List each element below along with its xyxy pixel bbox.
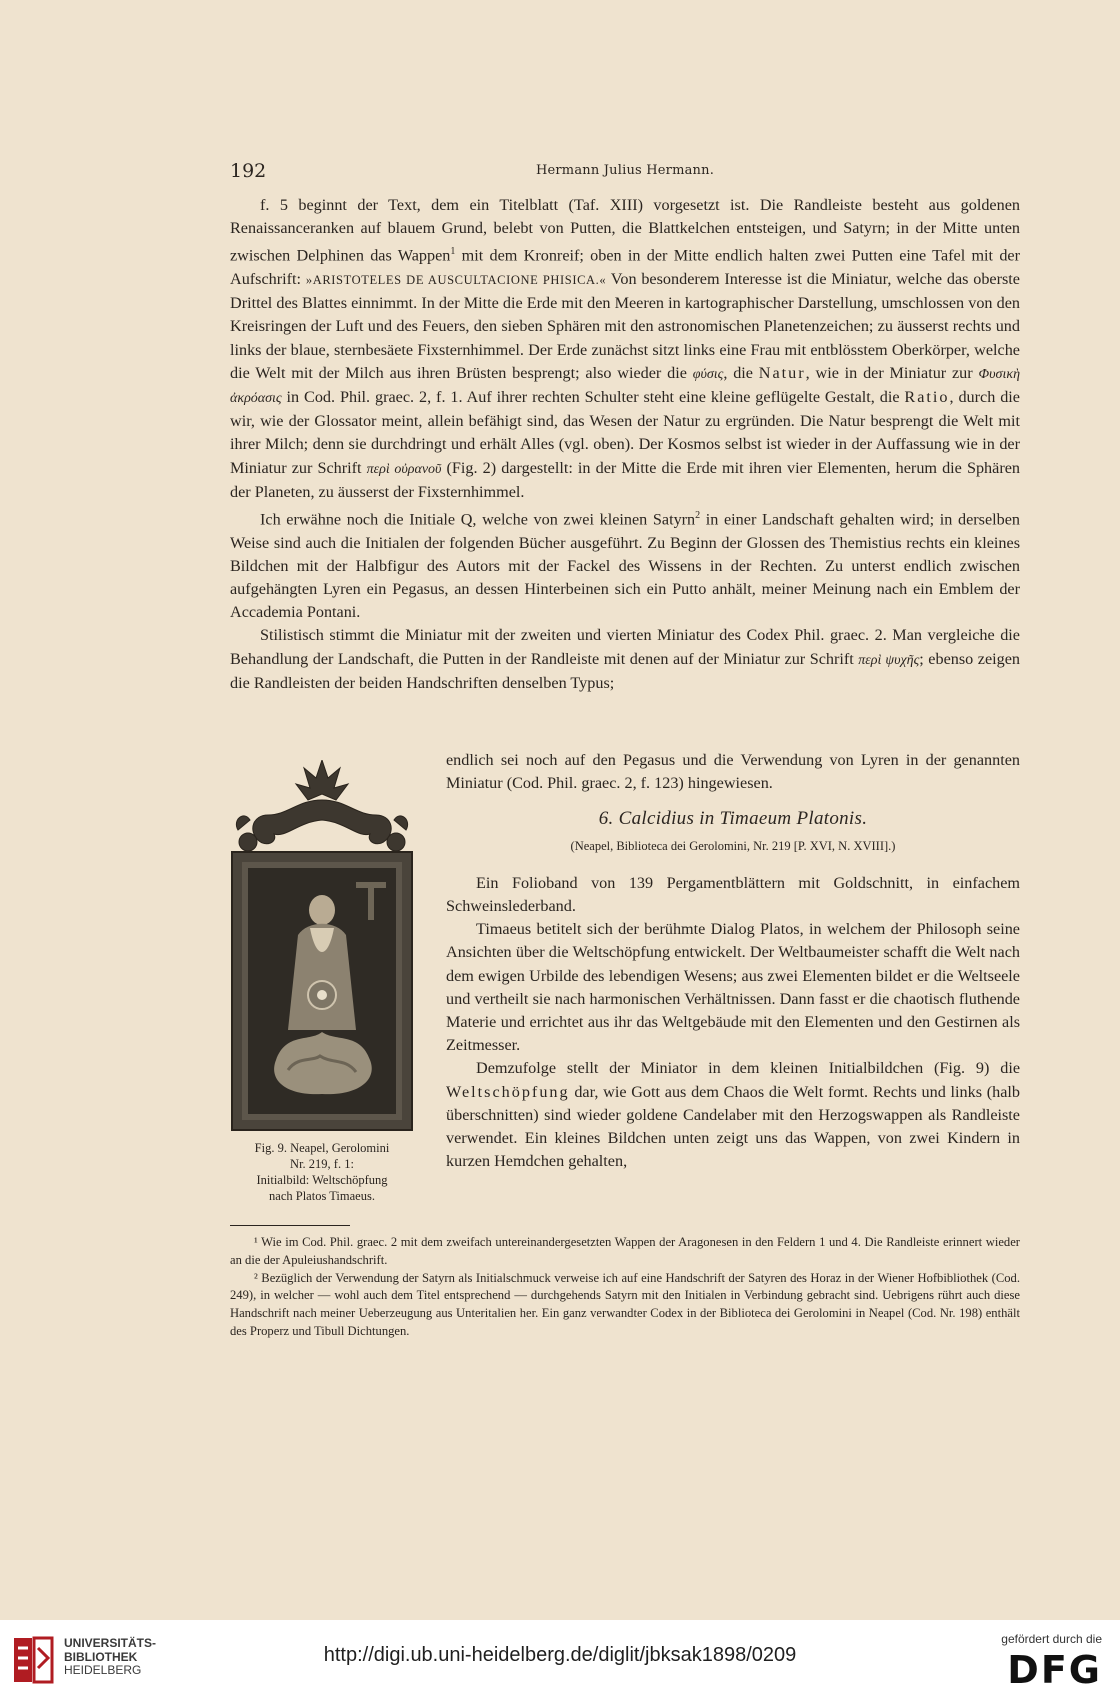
footnote-2: ² Bezüglich der Verwendung der Satyrn als Initialschmuck verweise ich auf eine Handschrift der Satyren des Horaz in der Wiener Hofbibliothek (Cod. 249), in welcher — wohl auch dem Titel entsprechend — durchgehends Satyrn mit den Initialen in Verbindung gebracht sind. Uebrigens rührt auch diese Handschrift nach meiner Ueberzeugung aus Unteritalien her. Ein ganz verwandter Codex in der Biblioteca dei Gerolomini in Neapel (Cod. Nr. 198) enthält des Properz und Tibull Dichtungen. [230,1270,1020,1338]
caption-line: Initialbild: Weltschöpfung [256,1173,388,1187]
paragraph-3-continued: endlich sei noch auf den Pegasus und die Verwendung von Lyren in der genannten Miniatur (Cod. Phil. graec. 2, f. 123) hingewiesen. [446,751,1020,793]
caption-line: Nr. 219, f. 1: [290,1157,354,1171]
permalink-url[interactable]: http://digi.ub.uni-heidelberg.de/diglit/jbksak1898/0209 [323,1644,797,1666]
ub-line: UNIVERSITÄTS- [64,1636,157,1650]
ub-line: BIBLIOTHEK [64,1649,138,1664]
caption-line: Fig. 9. Neapel, Gerolomini [254,1141,390,1155]
footnotes [230,1234,1020,1341]
running-head: Hermann Julius Hermann. [535,163,715,178]
paragraph-3: Stilistisch stimmt die Miniatur mit der zweiten und vierten Miniatur des Codex Phil. graec. 2. Man vergleiche die Behandlung der Landschaft, die Putten in der Randleiste mit denen auf der Miniatur zur Schrift περὶ ψυχῆς; ebenso zeigen die Randleisten der beiden Handschriften denselben Typus; [230,626,1020,692]
paragraph-5: Timaeus betitelt sich der berühmte Dialog Platos, in welchem der Philosoph seine Ansichten über die Weltschöpfung entwickelt. Der Weltbaumeister schafft die Welt nach dem ewigen Urbilde des lebendigen Wesens; aus zwei Elementen bildet er die Weltseele und vertheilt sie nach harmonischen Verhältnissen. Dann fasst er die chaotisch fluthende Materie und errichtet aus ihr das Weltgebäude mit den Elementen und den Gestirnen als Zeitmesser. [446,920,1020,1055]
paragraph-2: Ich erwähne noch die Initiale Q, welche von zwei kleinen Satyrn$^2$ in einer Landschaft gehalten wird; in derselben Weise sind auch die Initialen der folgenden Bücher ausgeführt. Zu Beginn der Glossen des Themistius rechts ein kleines Bildchen mit der Halbfigur des Autors mit der Fackel des Wissens in der Rechten. Zu unterst endlich zwischen aufgehängten Lyren ein Pegasus, an dessen Hinterbeinen sich ein Putto anhält, meiner Meinung nach ein Emblem der Accademia Pontani. [230,510,1020,622]
initial-miniature-image [228,760,416,1132]
paragraph-6: Demzufolge stellt der Miniator in dem kleinen Initialbildchen (Fig. 9) die Weltschöpfung dar, wie Gott aus dem Chaos die Welt formt. Rechts und links (halb überschnitten) sind wieder goldene Candelaber mit den Herzogswappen als Randleiste verwendet. Ein kleines Bildchen unten zeigt uns das Wappen, von zwei Kindern in kurzen Hemdchen gehalten, [446,1059,1020,1171]
footnote-ref-1[interactable]: 1 [450,246,456,258]
section-title: 6. Calcidius in Timaeum Platonis. [598,808,868,830]
ub-heidelberg-name [64,1637,156,1678]
ub-line: HEIDELBERG [64,1663,142,1677]
paragraph-4: Ein Folioband von 139 Pergamentblättern mit Goldschnitt, in einfachem Schweinslederband. [446,873,1020,916]
ub-heidelberg-logo-icon[interactable] [10,1634,56,1686]
footnote-1: ¹ Wie im Cod. Phil. graec. 2 mit dem zweifach untereinandergesetzten Wappen der Aragonesen in den Feldern 1 und 4. Die Randleiste erinnert wieder an die der Apuleiushandschrift. [230,1235,1020,1267]
paragraph-1: f. 5 beginnt der Text, dem ein Titelblatt (Taf. XIII) vorgesetzt ist. Die Randleiste besteht aus goldenen Renaissanceranken auf blauem Grund, belebt von Putten, die Blattkelchen entsteigen, und Satyrn; in der Mitte unten zwischen Delphinen das Wappen$^1$ mit dem Kronreif; oben in der Mitte endlich halten zwei Putten eine Tafel mit der Aufschrift: »ARISTOTELES DE AUSCULTACIONE PHISICA.« Von besonderem Interesse ist die Miniatur, welche das oberste Drittel des Blattes einnimmt. In der Mitte die Erde mit den Meeren in kartographischer Darstellung, umschlossen von den Kreisringen der Luft und des Feuers, den sieben Sphären mit den astronomischen Planetenzeichen; zu äusserst rechts und links der blaue, sternbesäete Fixsternhimmel. Der Erde zunächst sitzt links eine Frau mit entblösstem Oberkörper, welche die Welt mit der Milch aus ihren Brüsten besprengt; also wieder die φύσις, die Natur, wie in der Miniatur zur Φυσικὴ ἀκρόασις in Cod. Phil. graec. 2, f. 1. Auf ihrer rechten Schulter steht eine kleine geflügelte Gestalt, die Ratio, durch die wir, wie der Glossator meint, allein befähigt sind, das Wesen der Natur zu ergründen. Die Natur besprengt die Welt mit ihrer Milch; denn sie durchdringt und erhält Alles (vgl. oben). Der Kosmos selbst ist wieder in der Auffassung wie in der Miniatur zur Schrift περὶ οὐρανοῦ (Fig. 2) dargestellt: in der Mitte die Erde mit ihren vier Elementen, herum die Sphären der Planeten, zu äusserst der Fixsternhimmel. [230,196,1021,501]
body-text-right [446,749,1020,1173]
page-number: 192 [230,160,267,182]
dfg-funding-label: gefördert durch die [1001,1632,1102,1646]
footnote-ref-2[interactable]: 2 [695,510,701,522]
digitization-footer [0,1620,1120,1695]
footnote-rule [230,1225,350,1226]
figure-9 [228,760,416,1204]
section-subtitle: (Neapel, Biblioteca dei Gerolomini, Nr. 219 [P. XVI, N. XVIII].) [570,838,896,853]
caption-line: nach Platos Timaeus. [269,1189,375,1203]
figure-caption [228,1140,416,1204]
page-header [230,160,1020,186]
dfg-logo[interactable]: DFG [1007,1648,1102,1692]
body-text-top [230,194,1020,695]
